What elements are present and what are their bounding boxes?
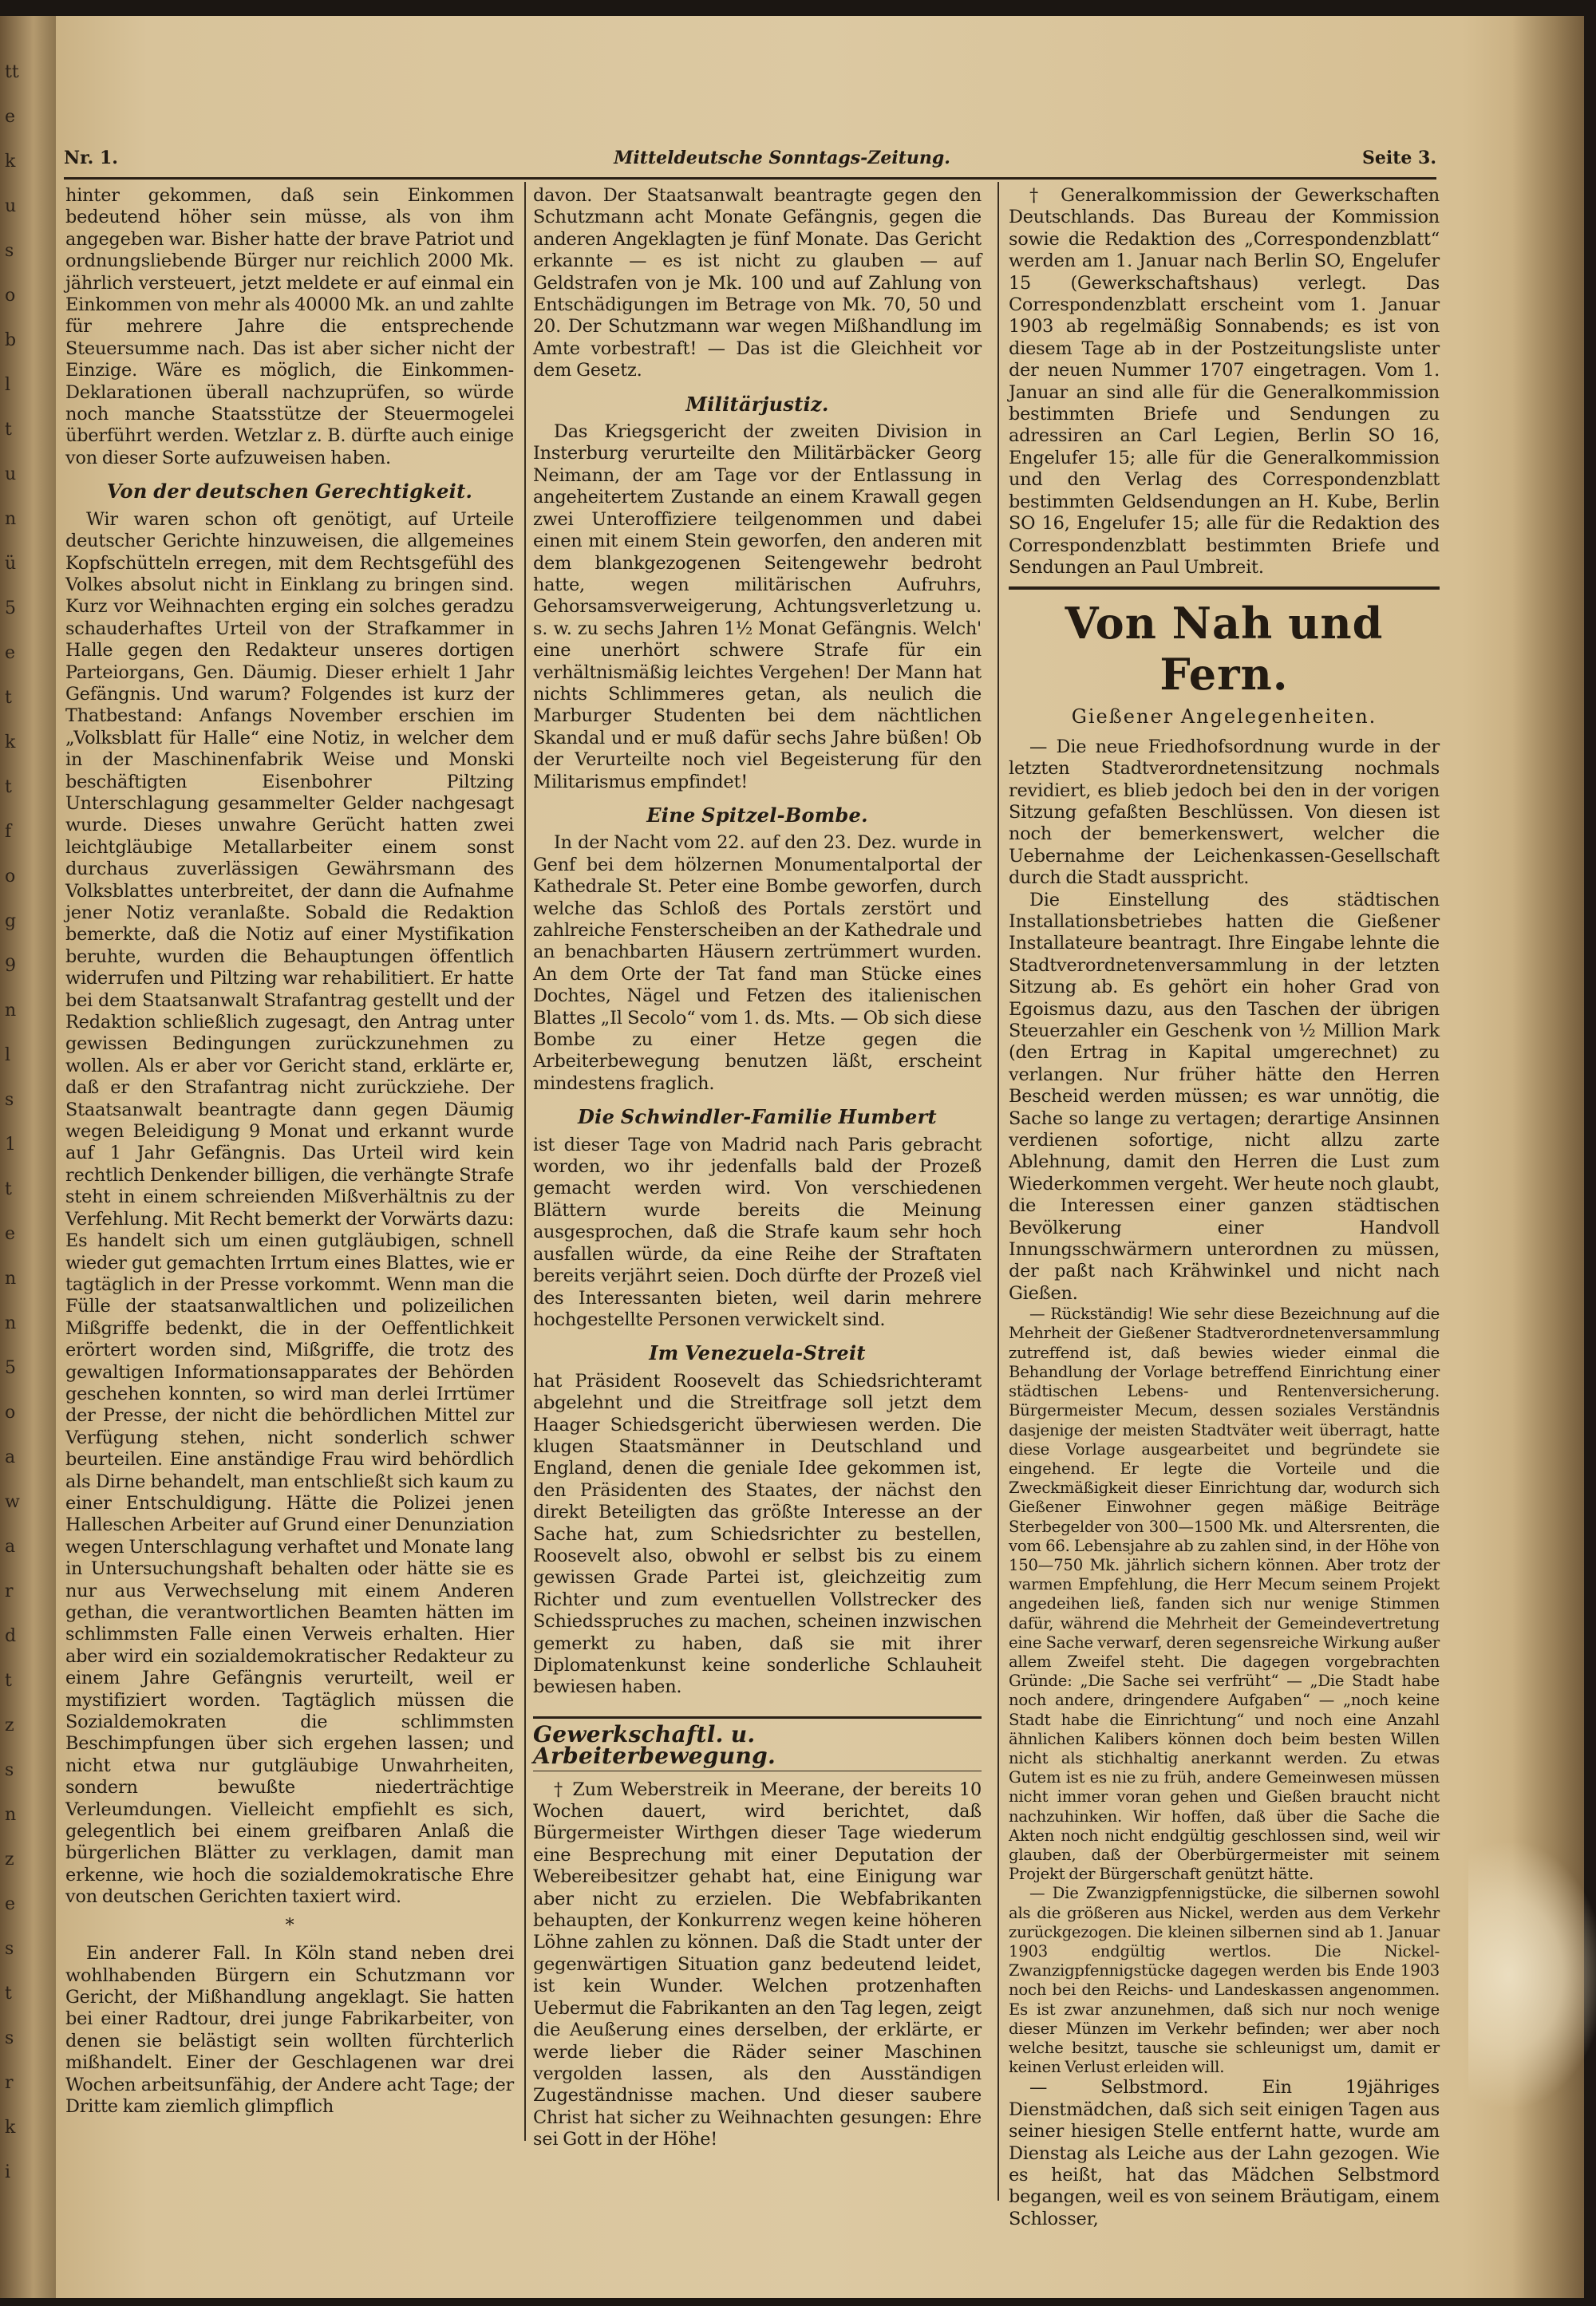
section-headline: Gewerkschaftl. u. Arbeiterbewegung. <box>533 1716 982 1771</box>
article-headline: Eine Spitzel-Bombe. <box>646 803 868 827</box>
article-paragraph: — Die Zwanzigpfennigstücke, die silbernen sowohl als die größeren aus Nickel, werden aus dem Verkehr zurückgezogen. Die kleinen silbernen sind ab 1. Januar 1903 endgültig wertlos. Die Nickel-Zwanzigpfennigstücke dagegen werden bis Ende 1903 noch bei den Reichs- und Landeskassen angenommen. Es ist zwar anzunehmen, daß sich nur noch wenige dieser Münzen im Verkehr befinden; wer aber noch welche besitzt, tausche sie schleunigst um, damit er keinen Verlust erleiden will. <box>1009 1884 1440 2077</box>
article-headline: Militärjustiz. <box>685 392 829 416</box>
prev-page-fragment: tt <box>5 62 19 82</box>
article-paragraph: — Rückständig! Wie sehr diese Bezeichnung auf die Mehrheit der Gießener Stadtverordnetenversammlung zutreffend ist, daß bewies wieder einmal die Behandlung der Vorlage betreffend Einrichtung einer städtischen Lebens- und Rentenversicherung. Bürgermeister Mecum, dessen soziales Verständnis dasjenige der meisten Stadtväter weit überragt, hatte diese Vorlage ausgearbeitet und begründete sie eingehend. Er legte die Vorteile und die Zweckmäßigkeit dieser Einrichtung dar, wodurch sich Gießener Einwohner gegen mäßige Beiträge Sterbegelder von 300—1500 Mk. und Altersrenten, die vom 66. Lebensjahre ab zu zahlen sind, in der Höhe von 150—750 Mk. jährlich sichern können. Aber trotz der warmen Empfehlung, die Herr Mecum seinem Projekt angedeihen ließ, fanden sich nur wenige Stimmen dafür, während die Mehrheit der Gemeindevertretung eine Sache verwarf, deren segensreiche Wirkung außer allem Zweifel steht. Die dagegen vorgebrachten Gründe: „Die Sache sei verfrüht“ — „Die Stadt habe noch andere, dringendere Aufgaben“ — „noch keine Stadt habe die Einrichtung“ und noch eine Anzahl ähnlichen Kalibers können doch beim besten Willen nicht als stichhaltig anerkannt werden. Zu etwas Gutem ist es nie zu früh, andere Gemeinwesen müssen nicht immer voran gehen und Gießen braucht nicht nachzuhinken. Wir hoffen, daß über die Sache die Akten noch nicht endgültig geschlossen sind, weil wir glauben, daß der Oberbürgermeister mit seinem Projekt der Bürgerschaft genützt hätte. <box>1009 1305 1440 1884</box>
prev-page-fragment: o <box>5 286 16 306</box>
article-paragraph: † Zum Weberstreik in Meerane, der bereits 10 Wochen dauert, wird berichtet, daß Bürgermeister Wirthgen dieser Tage wiederum eine Besprechung mit einer Deputation der Webereibesitzer gehabt hat, eine Einigung war aber nicht zu erzielen. Die Webfabrikanten behaupten, der Konkurrenz wegen keine höheren Löhne zahlen zu können. Daß die Stadt unter der gegenwärtigen Situation ganz bedeutend leidet, ist kein Wunder. Welchen protzenhaften Uebermut die Fabrikanten an den Tag legen, zeigt die Aeußerung eines derselben, der erklärte, er werde lieber die Räder seiner Maschinen vergolden lassen, als den Ausständigen Zugeständnisse machen. Und dieser saubere Christ hat sicher zu Weihnachten gesungen: Ehre sei Gott in der Höhe! <box>533 1779 982 2150</box>
prev-page-fragment: l <box>5 375 11 395</box>
article-paragraph: Das Kriegsgericht der zweiten Division in Insterburg verurteilte den Militärbäcker Georg Neimann, der am Tage vor der Entlassung in angeheitertem Zustande an einem Krawall gegen zwei Unteroffiziere teilgenommen und dabei einen mit einem Stein geworfen, den anderen mit dem blankgezogenen Seitengewehr bedroht hatte, wegen militärischen Aufruhrs, Gehorsamsverweigerung, Achtungsverletzung u. s. w. zu sechs Jahren 1½ Monat Gefängnis. Welch' eine unerhört schwere Strafe für ein verhältnismäßig leichtes Vergehen! Der Mann hat nichts Schlimmeres getan, als neulich die Marburger Studenten bei dem nächtlichen Skandal und er muß dafür sechs Jahre büßen! Ob der Verurteilte noch viel Begeisterung für den Militarismus empfindet! <box>533 421 982 792</box>
prev-page-fragment: t <box>5 420 12 440</box>
prev-page-fragment: u <box>5 196 17 216</box>
article-paragraph: Ein anderer Fall. In Köln stand neben drei wohlhabenden Bürgern ein Schutzmann vor Gericht, der Mißhandlung angeklagt. Sie hatten bei einer Radtour, drei junge Fabrikarbeiter, von denen sie belästigt sein wollten fürchterlich mißhandelt. Einer der Geschlagenen war drei Wochen arbeitsunfähig, der Andere acht Tage; der Dritte kam ziemlich glimpflich <box>65 1943 514 2117</box>
prev-page-fragment: r <box>5 2073 14 2093</box>
prev-page-fragment: n <box>5 509 17 529</box>
article-paragraph: Wir waren schon oft genötigt, auf Urteile deutscher Gerichte hinzuweisen, die allgemeines Kopfschütteln erregen, mit dem Rechtsgefühl des Volkes absolut nicht in Einklang zu bringen sind. Kurz vor Weihnachten erging ein solches geradzu schauderhaftes Urteil von der Strafkammer in Halle gegen den Redakteur unseres dortigen Parteiorgans, Gen. Däumig. Dieser erhielt 1 Jahr Gefängnis. Und warum? Folgendes ist kurz der Thatbestand: Anfangs November erschien im „Volksblatt für Halle“ eine Notiz, in welcher dem in der Maschinenfabrik Weise und Monski beschäftigten Eisenbohrer Piltzing Unterschlagung gesammelter Gelder nachgesagt wurde. Dieses unwahre Gerücht hatten zwei leichtgläubige Metallarbeiter einem sonst durchaus zuverlässigen Gewährsmann des Volksblattes unterbreitet, der dann die Aufnahme jener Notiz veranlaßte. Sobald die Redaktion bemerkte, daß die Notiz auf einer Mystifikation beruhte, wurden die Behauptungen öffentlich widerrufen und Piltzing war rehabilitiert. Er hatte bei dem Staatsanwalt Strafantrag gestellt und der Redaktion schließlich zugesagt, den Antrag unter gewissen Bedingungen zurückzunehmen zu wollen. Als er aber vor Gericht stand, erklärte er, daß er den Strafantrag nicht zurückziehe. Der Staatsanwalt beantragte dann gegen Däumig wegen Beleidigung 9 Monat und erkannt wurde auf 1 Jahr Gefängnis. Das Urteil wird kein rechtlich Denkender billigen, die verhängte Strafe steht in einem schreienden Mißverhältnis zu der Verfehlung. Mit Recht bemerkt der Vorwärts dazu: Es handelt sich um einen gutgläubigen, schnell wieder gut gemachten Irrtum eines Blattes, wie er tagtäglich in der Presse vorkommt. Wenn man die Fülle der staatsanwaltlichen und polizeilichen Mißgriffe bedenkt, die in der Oeffentlichkeit erörtert worden sind, Mißgriffe, die trotz des gewaltigen Informationsapparates der Behörden geschehen konnten, so wird man derlei Irrtümer der Presse, der nicht die behördlichen Mittel zur Verfügung stehen, nicht sonderlich schwer beurteilen. Eine anständige Frau wird behördlich als Dirne behandelt, man entschließt sich kaum zu einer Entschuldigung. Hätte die Polizei jenen Halleschen Arbeiter auf Grund einer Denunziation wegen Unterschlagung verhaftet und Monate lang in Untersuchungshaft behalten oder hätte sie es nur aus Verwechselung mit einem Anderen gethan, die verantwortlichen Beamten hätten im schlimmsten Falle einen Verweis erhalten. Hier aber wird ein sozialdemokratischer Redakteur zu einem Jahre Gefängnis verurteilt, weil er mystifiziert worden. Tagtäglich müssen die Sozialdemokraten die schlimmsten Beschimpfungen über sich ergehen lassen; und nicht etwa nur gutgläubige Unwahrheiten, sondern bewußte niederträchtige Verleumdungen. Vielleicht empfiehlt es sich, gelegentlich bei einem greifbaren Anlaß die bürgerlichen Blätter zu verklagen, damit man erkenne, wie hoch die sozialdemokratische Ehre von deutschen Gerichten taxiert wird. <box>65 508 514 1908</box>
previous-page-edge <box>0 16 56 2298</box>
prev-page-fragment: l <box>5 1045 11 1065</box>
prev-page-fragment: s <box>5 1760 14 1780</box>
prev-page-fragment: o <box>5 867 16 886</box>
prev-page-fragment: r <box>5 1581 14 1601</box>
prev-page-fragment: t <box>5 1671 12 1691</box>
issue-number: Nr. 1. <box>64 148 118 168</box>
prev-page-fragment: n <box>5 1001 17 1021</box>
prev-page-fragment: s <box>5 2028 14 2048</box>
prev-page-fragment: k <box>5 732 16 752</box>
prev-page-fragment: 5 <box>5 598 16 618</box>
column-3 <box>1009 185 1440 2230</box>
prev-page-fragment: t <box>5 777 12 797</box>
prev-page-fragment: w <box>5 1492 20 1512</box>
article-paragraph: † Generalkommission der Gewerkschaften Deutschlands. Das Bureau der Kommission sowie die Redaktion des „Correspondenzblatt“ werden am 1. Januar nach Berlin SO, Engelufer 15 (Gewerkschaftshaus) verlegt. Das Correspondenzblatt erscheint vom 1. Januar 1903 ab regelmäßig Sonnabends; es ist von diesem Tage ab in der Postzeitungsliste unter der neuen Nummer 1707 eingetragen. Vom 1. Januar an sind alle für die Generalkommission bestimmten Briefe und Sendungen zu adressiren an Carl Legien, Berlin SO 16, Engelufer 15; alle für die Generalkommission und den Verlag des Correspondenzblatt bestimmten Geldsendungen an H. Kube, Berlin SO 16, Engelufer 15; alle für die Redaktion des Correspondenzblatt bestimmten Briefe und Sendungen an Paul Umbreit. <box>1009 185 1440 578</box>
prev-page-fragment: z <box>5 1850 14 1870</box>
prev-page-fragment: a <box>5 1447 16 1467</box>
prev-page-fragment: k <box>5 2118 16 2138</box>
masthead-title: Mitteldeutsche Sonntags-Zeitung. <box>614 148 950 168</box>
article-paragraph: hat Präsident Roosevelt das Schiedsrichteramt abgelehnt und die Streitfrage soll jetzt dem Haager Schiedsgericht überwiesen werden. Die klugen Staatsmänner in Deutschland und England, denen die geniale Idee gekommen ist, den Präsidenten des Staates, der nächst den direkt Beteiligten das größte Interesse an der Sache hat, zum Schiedsrichter zu bestellen, Roosevelt also, obwohl er selbst bis zu einem gewissen Grade Partei ist, gleichzeitig zum Richter und zum eventuellen Vollstrecker des Schiedsspruches zu machen, scheinen inzwischen gemerkt zu haben, daß sie mit ihrer Diplomatenkunst keine sonderliche Schlauheit bewiesen haben. <box>533 1370 982 1698</box>
prev-page-fragment: e <box>5 643 16 663</box>
prev-page-fragment: t <box>5 688 12 708</box>
section-subtitle: Gießener Angelegenheiten. <box>1071 705 1377 729</box>
page-number: Seite 3. <box>1361 148 1436 168</box>
prev-page-fragment: z <box>5 1716 14 1735</box>
prev-page-fragment: t <box>5 1984 12 2004</box>
column-2 <box>533 185 982 2151</box>
section-title: Von Nah und Fern. <box>1009 586 1440 700</box>
prev-page-fragment: b <box>5 330 17 350</box>
prev-page-fragment: n <box>5 1269 17 1289</box>
prev-page-fragment: s <box>5 241 14 261</box>
prev-page-fragment: d <box>5 1626 17 1646</box>
section-separator: * <box>285 1915 294 1936</box>
header-rule <box>64 177 1436 180</box>
prev-page-fragment: 5 <box>5 1358 16 1378</box>
prev-page-fragment: u <box>5 464 17 484</box>
article-paragraph: Die Einstellung des städtischen Installationsbetriebes hatten die Gießener Installateure beantragt. Ihre Eingabe lehnte die Stadtverordnetenversammlung in der letzten Sitzung ab. Es gehört ein hoher Grad von Egoismus dazu, aus den Taschen der übrigen Steuerzahler ein Geschenk von ½ Million Mark (den Ertrag in Kapital umgerechnet) zu verlangen. Nur früher hätte den Herren Bescheid werden müssen; es war unnötig, die Sache so lange zu vertagen; derartige Ansinnen verdienen sofortige, nicht allzu zarte Ablehnung, damit den Herren die Lust zum Wiederkommen vergeht. Wer heute noch glaubt, die Interessen einer ganzen städtischen Bevölkerung einer Handvoll Innungsschwärmern unterordnen zu müssen, der paßt nach Krähwinkel und nicht nach Gießen. <box>1009 889 1440 1304</box>
prev-page-fragment: 9 <box>5 956 16 976</box>
article-paragraph: ist dieser Tage von Madrid nach Paris gebracht worden, wo ihr jedenfalls bald der Prozeß gemacht werden wird. Von verschiedenen Blättern wurde bereits die Meinung ausgesprochen, daß die Strafe kaum sehr hoch ausfallen würde, da eine Reihe der Straftaten bereits verjährt seien. Doch dürfte der Prozeß viel des Interessanten bieten, weil darin mehrere hochgestellte Personen verwickelt sind. <box>533 1134 982 1330</box>
prev-page-fragment: e <box>5 107 16 127</box>
prev-page-fragment: k <box>5 152 16 172</box>
article-paragraph: — Selbstmord. Ein 19jähriges Dienstmädchen, daß sich seit einigen Tagen aus seiner hiesigen Stelle entfernt hatte, wurde am Dienstag als Leiche aus der Lahn gezogen. Wie es heißt, hat das Mädchen Selbstmord begangen, weil es von seinem Bräutigam, einem Schlosser, <box>1009 2077 1440 2229</box>
article-paragraph: hinter gekommen, daß sein Einkommen bedeutend höher sein müsse, als von ihm angegeben war. Bisher hatte der brave Patriot und ordnungsliebende Bürger nur reichlich 2000 Mk. jährlich versteuert, jetzt meldete er auf einmal ein Einkommen von mehr als 40000 Mk. an und zahlte für mehrere Jahre die entsprechende Steuersumme nach. Das ist aber sicher nicht der Einzige. Wäre es möglich, die Einkommen-Deklarationen überall nachzuprüfen, so würde noch manche Staatsstütze der Steuermogelei überführt werden. Wetzlar z. B. dürfte auch einige von dieser Sorte aufzuweisen haben. <box>65 185 514 468</box>
prev-page-fragment: i <box>5 2162 11 2182</box>
column-1 <box>65 185 514 2118</box>
prev-page-fragment: f <box>5 822 12 842</box>
article-headline: Die Schwindler-Familie Humbert <box>578 1105 937 1129</box>
prev-page-fragment: n <box>5 1313 17 1333</box>
article-paragraph: — Die neue Friedhofsordnung wurde in der letzten Stadtverordnetensitzung nochmals revidiert, es blieb jedoch bei den in der vorigen Sitzung gefaßten Beschlüssen. Von diesen ist noch der bemerkenswert, welcher die Uebernahme der Leichenkassen-Gesellschaft durch die Stadt ausspricht. <box>1009 736 1440 889</box>
prev-page-fragment: o <box>5 1403 16 1423</box>
prev-page-fragment: 1 <box>5 1135 16 1155</box>
prev-page-fragment: e <box>5 1224 16 1244</box>
article-paragraph: davon. Der Staatsanwalt beantragte gegen den Schutzmann acht Monate Gefängnis, gegen die anderen Angeklagten je fünf Monate. Das Gericht erkannte — es ist nicht zu glauben — auf Geldstrafen von je Mk. 100 und auf Zahlung von Entschädigungen im Betrage von Mk. 70, 50 und 20. Der Schutzmann war wegen Mißhandlung im Amte vorbestraft! — Das ist die Gleichheit vor dem Gesetz. <box>533 185 982 381</box>
article-headline: Von der deutschen Gerechtigkeit. <box>106 480 473 503</box>
prev-page-fragment: ü <box>5 554 17 574</box>
prev-page-fragment: s <box>5 1939 14 1959</box>
article-paragraph: In der Nacht vom 22. auf den 23. Dez. wurde in Genf bei dem hölzernen Monumentalportal der Kathedrale St. Peter eine Bombe geworfen, durch welche das Schloß des Portals zerstört und zahlreiche Fensterscheiben an der Kathedrale und an benachbarten Häusern zertrümmert wurden. An dem Orte der Tat fand man Stücke eines Dochtes, Nägel und Fetzen des italienischen Blattes „Il Secolo“ vom 1. ds. Mts. — Ob sich diese Bombe zu einer Hetze gegen die Arbeiterbewegung benutzen läßt, erscheint mindestens fraglich. <box>533 832 982 1094</box>
prev-page-fragment: e <box>5 1894 16 1914</box>
prev-page-fragment: t <box>5 1179 12 1199</box>
page-header <box>64 148 1436 180</box>
article-headline: Im Venezuela-Streit <box>649 1341 866 1365</box>
prev-page-fragment: a <box>5 1537 16 1557</box>
prev-page-fragment: n <box>5 1805 17 1825</box>
column-divider <box>998 182 999 2201</box>
worn-paper-spot <box>1468 1843 1596 2107</box>
prev-page-fragment: s <box>5 1090 14 1110</box>
prev-page-fragment: g <box>5 911 17 931</box>
column-divider <box>524 182 526 2141</box>
